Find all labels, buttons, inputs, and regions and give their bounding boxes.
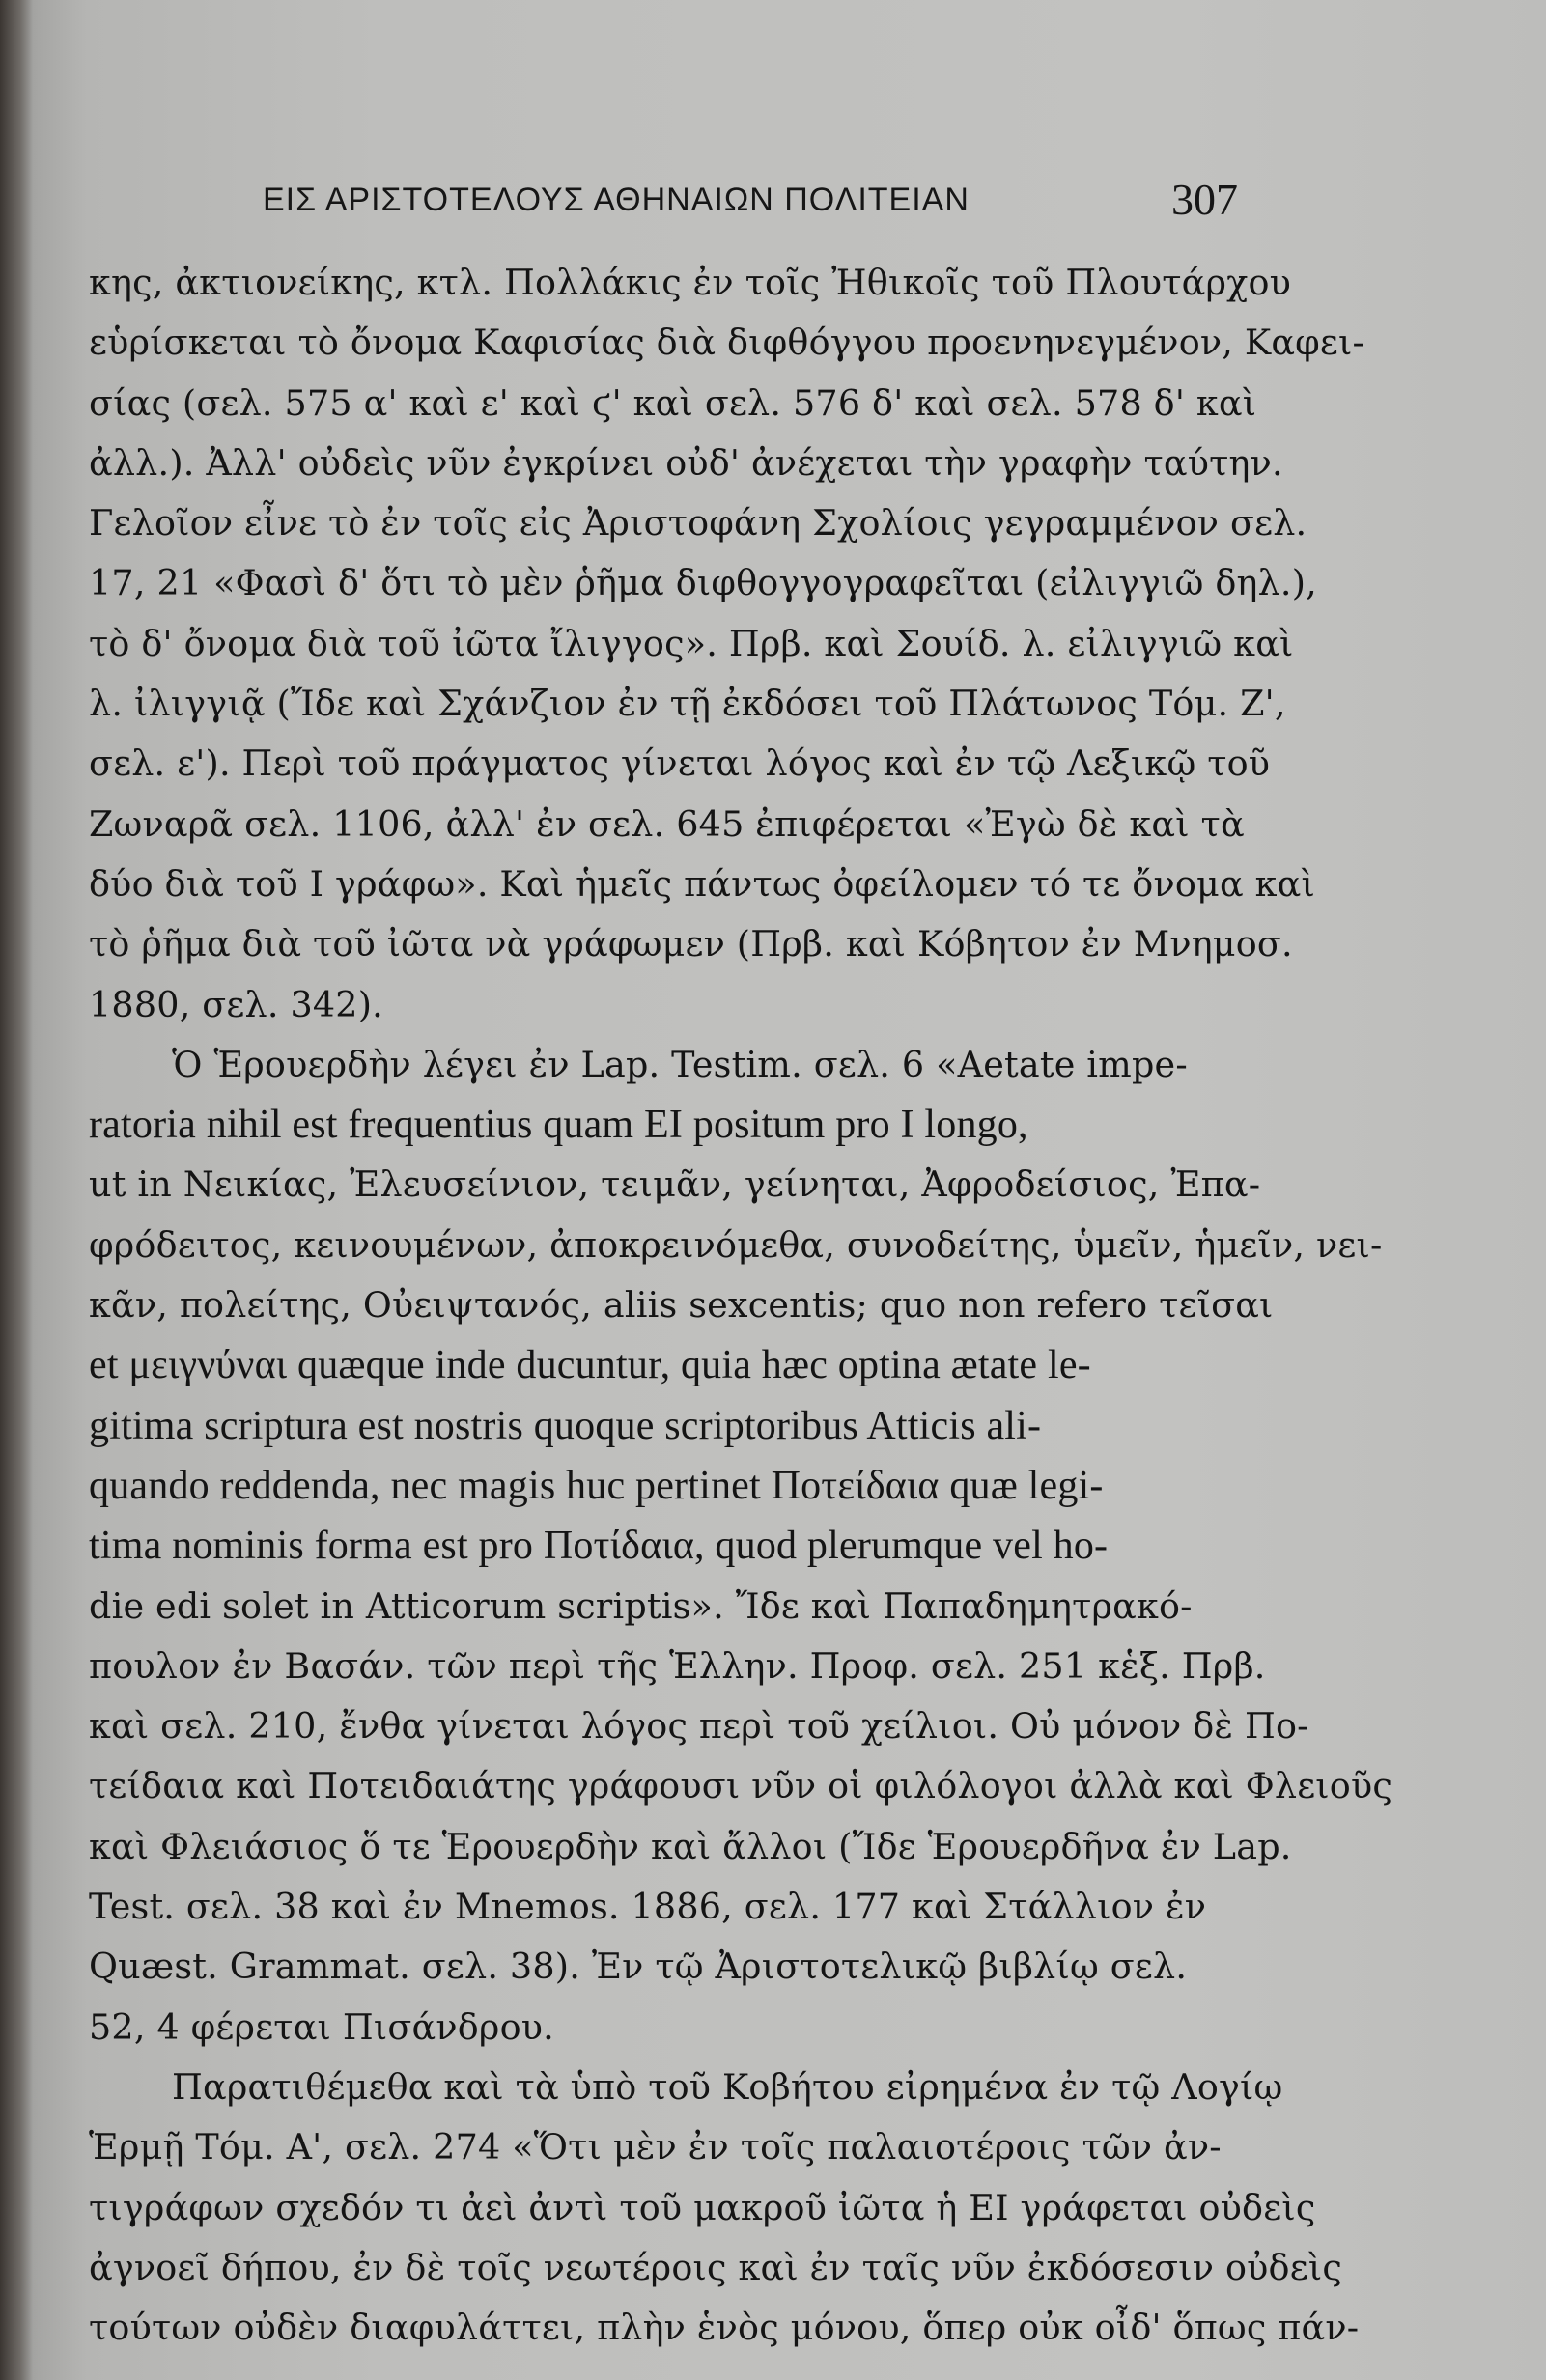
text-line: et μειγνύναι quæque inde ducuntur, quia hæc optina ætate le- bbox=[89, 1343, 1091, 1388]
text-line: κᾶν, πολείτης, Οὐειψτανός, aliis sexcentis; quo non refero τεῖσαι bbox=[89, 1284, 1274, 1327]
text-line: τούτων οὐδὲν διαφυλάττει, πλὴν ἑνὸς μόνου, ὅπερ οὐκ οἶδ' ὅπως πάν- bbox=[89, 2307, 1360, 2349]
body-text bbox=[89, 253, 1393, 2358]
page-number: 307 bbox=[1171, 175, 1238, 224]
text-line: Test. σελ. 38 καὶ ἐν Mnemos. 1886, σελ. 177 καὶ Στάλλιον ἐν bbox=[89, 1886, 1207, 1928]
text-line: quando reddenda, nec magis huc pertinet Ποτείδαια quæ legi- bbox=[89, 1463, 1104, 1508]
running-title: ΕΙΣ ΑΡΙΣΤΟΤΕΛΟΥΣ ΑΘΗΝΑΙΩΝ ΠΟΛΙΤΕΙΑΝ bbox=[263, 182, 970, 218]
text-line: tima nominis forma est pro Ποτίδαια, quod plerumque vel ho- bbox=[89, 1524, 1109, 1569]
text-line: Quæst. Grammat. σελ. 38). Ἐν τῷ Ἀριστοτελικῷ βιβλίῳ σελ. bbox=[89, 1946, 1188, 1988]
text-line: δύο διὰ τοῦ Ι γράφω». Καὶ ἡμεῖς πάντως ὀφείλομεν τό τε ὄνομα καὶ bbox=[89, 862, 1315, 905]
text-line: ratoria nihil est frequentius quam EI positum pro I longo, bbox=[89, 1103, 1028, 1148]
text-line: τὸ ῥῆμα διὰ τοῦ ἰῶτα νὰ γράφωμεν (Πρβ. καὶ Κόβητον ἐν Μνημοσ. bbox=[89, 923, 1293, 966]
paragraph-start-line: Ὁ Ἑρουερδὴν λέγει ἐν Lap. Testim. σελ. 6 «Aetate impe- bbox=[172, 1043, 1188, 1085]
text-line: Ζωναρᾶ σελ. 1106, ἀλλ' ἐν σελ. 645 ἐπιφέρεται «Ἐγὼ δὲ καὶ τὰ bbox=[89, 802, 1245, 845]
text-line: ἀλλ.). Ἀλλ' οὐδεὶς νῦν ἐγκρίνει οὐδ' ἀνέχεται τὴν γραφὴν ταύτην. bbox=[89, 441, 1283, 484]
text-line: die edi solet in Atticorum scriptis». Ἴδε καὶ Παπαδημητρακό- bbox=[89, 1584, 1193, 1627]
text-line: Γελοῖον εἶνε τὸ ἐν τοῖς εἰς Ἀριστοφάνη Σχολίοις γεγραμμένον σελ. bbox=[89, 502, 1307, 545]
text-line: κης, ἀκτιονείκης, κτλ. Πολλάκις ἐν τοῖς Ἠθικοῖς τοῦ Πλουτάρχου bbox=[89, 262, 1292, 303]
text-line: ut in Νεικίας, Ἐλευσείνιον, τειμᾶν, γείνηται, Ἀφροδείσιος, Ἐπα- bbox=[89, 1163, 1261, 1206]
text-line: 17, 21 «Φασὶ δ' ὅτι τὸ μὲν ῥῆμα διφθογγογραφεῖται (εἰλιγγιῶ δηλ.), bbox=[89, 562, 1317, 604]
text-line: σελ. ε'). Περὶ τοῦ πράγματος γίνεται λόγος καὶ ἐν τῷ Λεξικῷ τοῦ bbox=[89, 742, 1271, 785]
text-line: τὸ δ' ὄνομα διὰ τοῦ ἰῶτα ἴλιγγος». Πρβ. καὶ Σουίδ. λ. εἰλιγγιῶ καὶ bbox=[89, 622, 1294, 664]
paragraph-start-line: Παρατιθέμεθα καὶ τὰ ὑπὸ τοῦ Κοβήτου εἰρημένα ἐν τῷ Λογίῳ bbox=[172, 2065, 1283, 2108]
text-line: λ. ἰλιγγιᾷ (Ἴδε καὶ Σχάνζιον ἐν τῇ ἐκδόσει τοῦ Πλάτωνος Τόμ. Ζ', bbox=[89, 683, 1286, 725]
text-line: τείδαια καὶ Ποτειδαιάτης γράφουσι νῦν οἱ φιλόλογοι ἀλλὰ καὶ Φλειοῦς bbox=[89, 1765, 1393, 1807]
text-line: φρόδειτος, κεινουμένων, ἀποκρεινόμεθα, συνοδείτης, ὑμεῖν, ἡμεῖν, νει- bbox=[89, 1223, 1383, 1266]
text-line: 52, 4 φέρεται Πισάνδρου. bbox=[89, 2005, 554, 2048]
text-line: πουλον ἐν Βασάν. τῶν περὶ τῆς Ἑλλην. Προφ. σελ. 251 κἑξ. Πρβ. bbox=[89, 1644, 1266, 1687]
text-line: τιγράφων σχεδόν τι ἀεὶ ἀντὶ τοῦ μακροῦ ἰῶτα ἡ ΕΙ γράφεται οὐδεὶς bbox=[89, 2186, 1316, 2228]
text-line: Ἑρμῇ Τόμ. Α', σελ. 274 «Ὅτι μὲν ἐν τοῖς παλαιοτέροις τῶν ἀν- bbox=[89, 2126, 1222, 2169]
page-header bbox=[263, 175, 1238, 239]
text-line: σίας (σελ. 575 α' καὶ ε' καὶ ϛ' καὶ σελ. 576 δ' καὶ σελ. 578 δ' καὶ bbox=[89, 381, 1257, 424]
text-line: 1880, σελ. 342). bbox=[89, 983, 383, 1025]
text-line: gitima scriptura est nostris quoque scriptoribus Atticis ali- bbox=[89, 1403, 1042, 1448]
text-line: ἀγνοεῖ δήπου, ἐν δὲ τοῖς νεωτέροις καὶ ἐν ταῖς νῦν ἐκδόσεσιν οὐδεὶς bbox=[89, 2246, 1342, 2288]
text-line: εὑρίσκεται τὸ ὄνομα Καφισίας διὰ διφθόγγου προενηνεγμένον, Καφει- bbox=[89, 322, 1365, 364]
text-line: καὶ σελ. 210, ἔνθα γίνεται λόγος περὶ τοῦ χείλιοι. Οὐ μόνον δὲ Πο- bbox=[89, 1705, 1309, 1748]
text-line: καὶ Φλειάσιος ὅ τε Ἑρουερδὴν καὶ ἄλλοι (Ἴδε Ἑρουερδῆνα ἐν Lap. bbox=[89, 1825, 1292, 1867]
